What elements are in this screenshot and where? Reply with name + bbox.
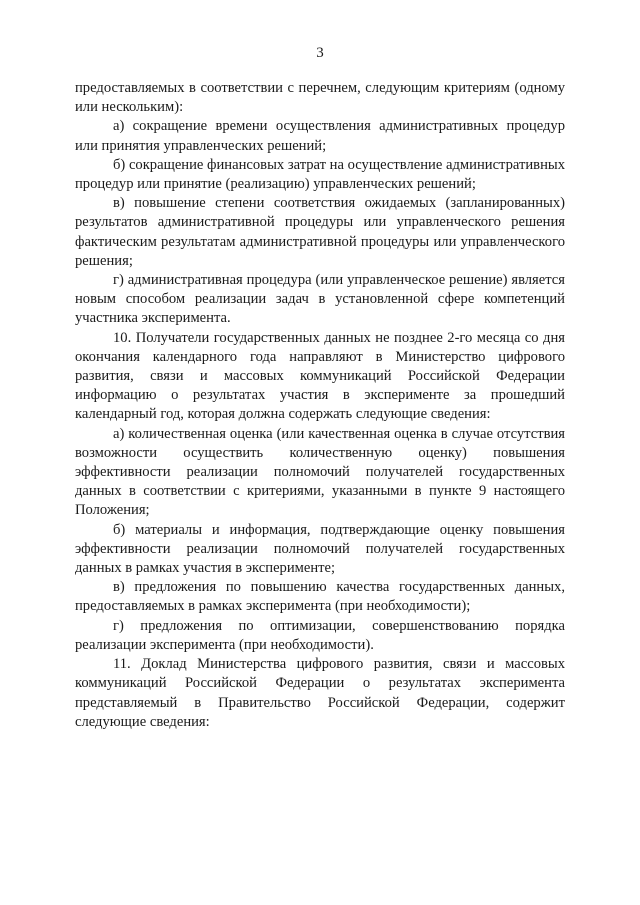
document-body [75, 79, 565, 732]
paragraph-continuation: предоставляемых в соответствии с перечнем, следующим критериям (одному или нескольким): [75, 80, 565, 116]
paragraph-criterion-g: г) административная процедура (или управленческое решение) является новым способом реализации задач в установленной сфере компетенций участника эксперимента. [75, 272, 565, 327]
paragraph-clause-11: 11. Доклад Министерства цифрового развития, связи и массовых коммуникаций Российской Федерации о результатах эксперимента представляемый в Правительство Российской Федерации, содержит следующие сведения: [75, 656, 565, 730]
paragraph-clause-10-b: б) материалы и информация, подтверждающие оценку повышения эффективности реализации полномочий получателей государственных данных в рамках участия в эксперименте; [75, 521, 565, 577]
paragraph-clause-10-g: г) предложения по оптимизации, совершенствованию порядка реализации эксперимента (при необходимости). [75, 617, 565, 653]
paragraph-criterion-a: а) сокращение времени осуществления административных процедур или принятия управленческих решений; [75, 118, 565, 154]
paragraph-clause-10-v: в) предложения по повышению качества государственных данных, предоставляемых в рамках эксперимента (при необходимости); [75, 579, 565, 615]
paragraph-criterion-b: б) сокращение финансовых затрат на осуществление административных процедур или принятие (реализацию) управленческих решений; [75, 156, 565, 193]
paragraph-clause-10: 10. Получатели государственных данных не позднее 2-го месяца со дня окончания календарного года направляют в Министерство цифрового развития, связи и массовых коммуникаций Российской Федерации информацию о результатах участия в эксперименте за прошедший календарный год, которая должна содержать следующие сведения: [75, 329, 565, 423]
paragraph-criterion-v: в) повышение степени соответствия ожидаемых (запланированных) результатов административной процедуры или управленческого решения фактическим результатам административной процедуры или управленческого решения; [75, 195, 565, 269]
page-number: 3 [316, 45, 324, 61]
paragraph-clause-10-a: а) количественная оценка (или качественная оценка в случае отсутствия возможности осуществить количественную оценку) повышения эффективности реализации полномочий получателей государственных данных в соответствии с критериями, указанными в пункте 9 настоящего Положения; [75, 425, 565, 519]
